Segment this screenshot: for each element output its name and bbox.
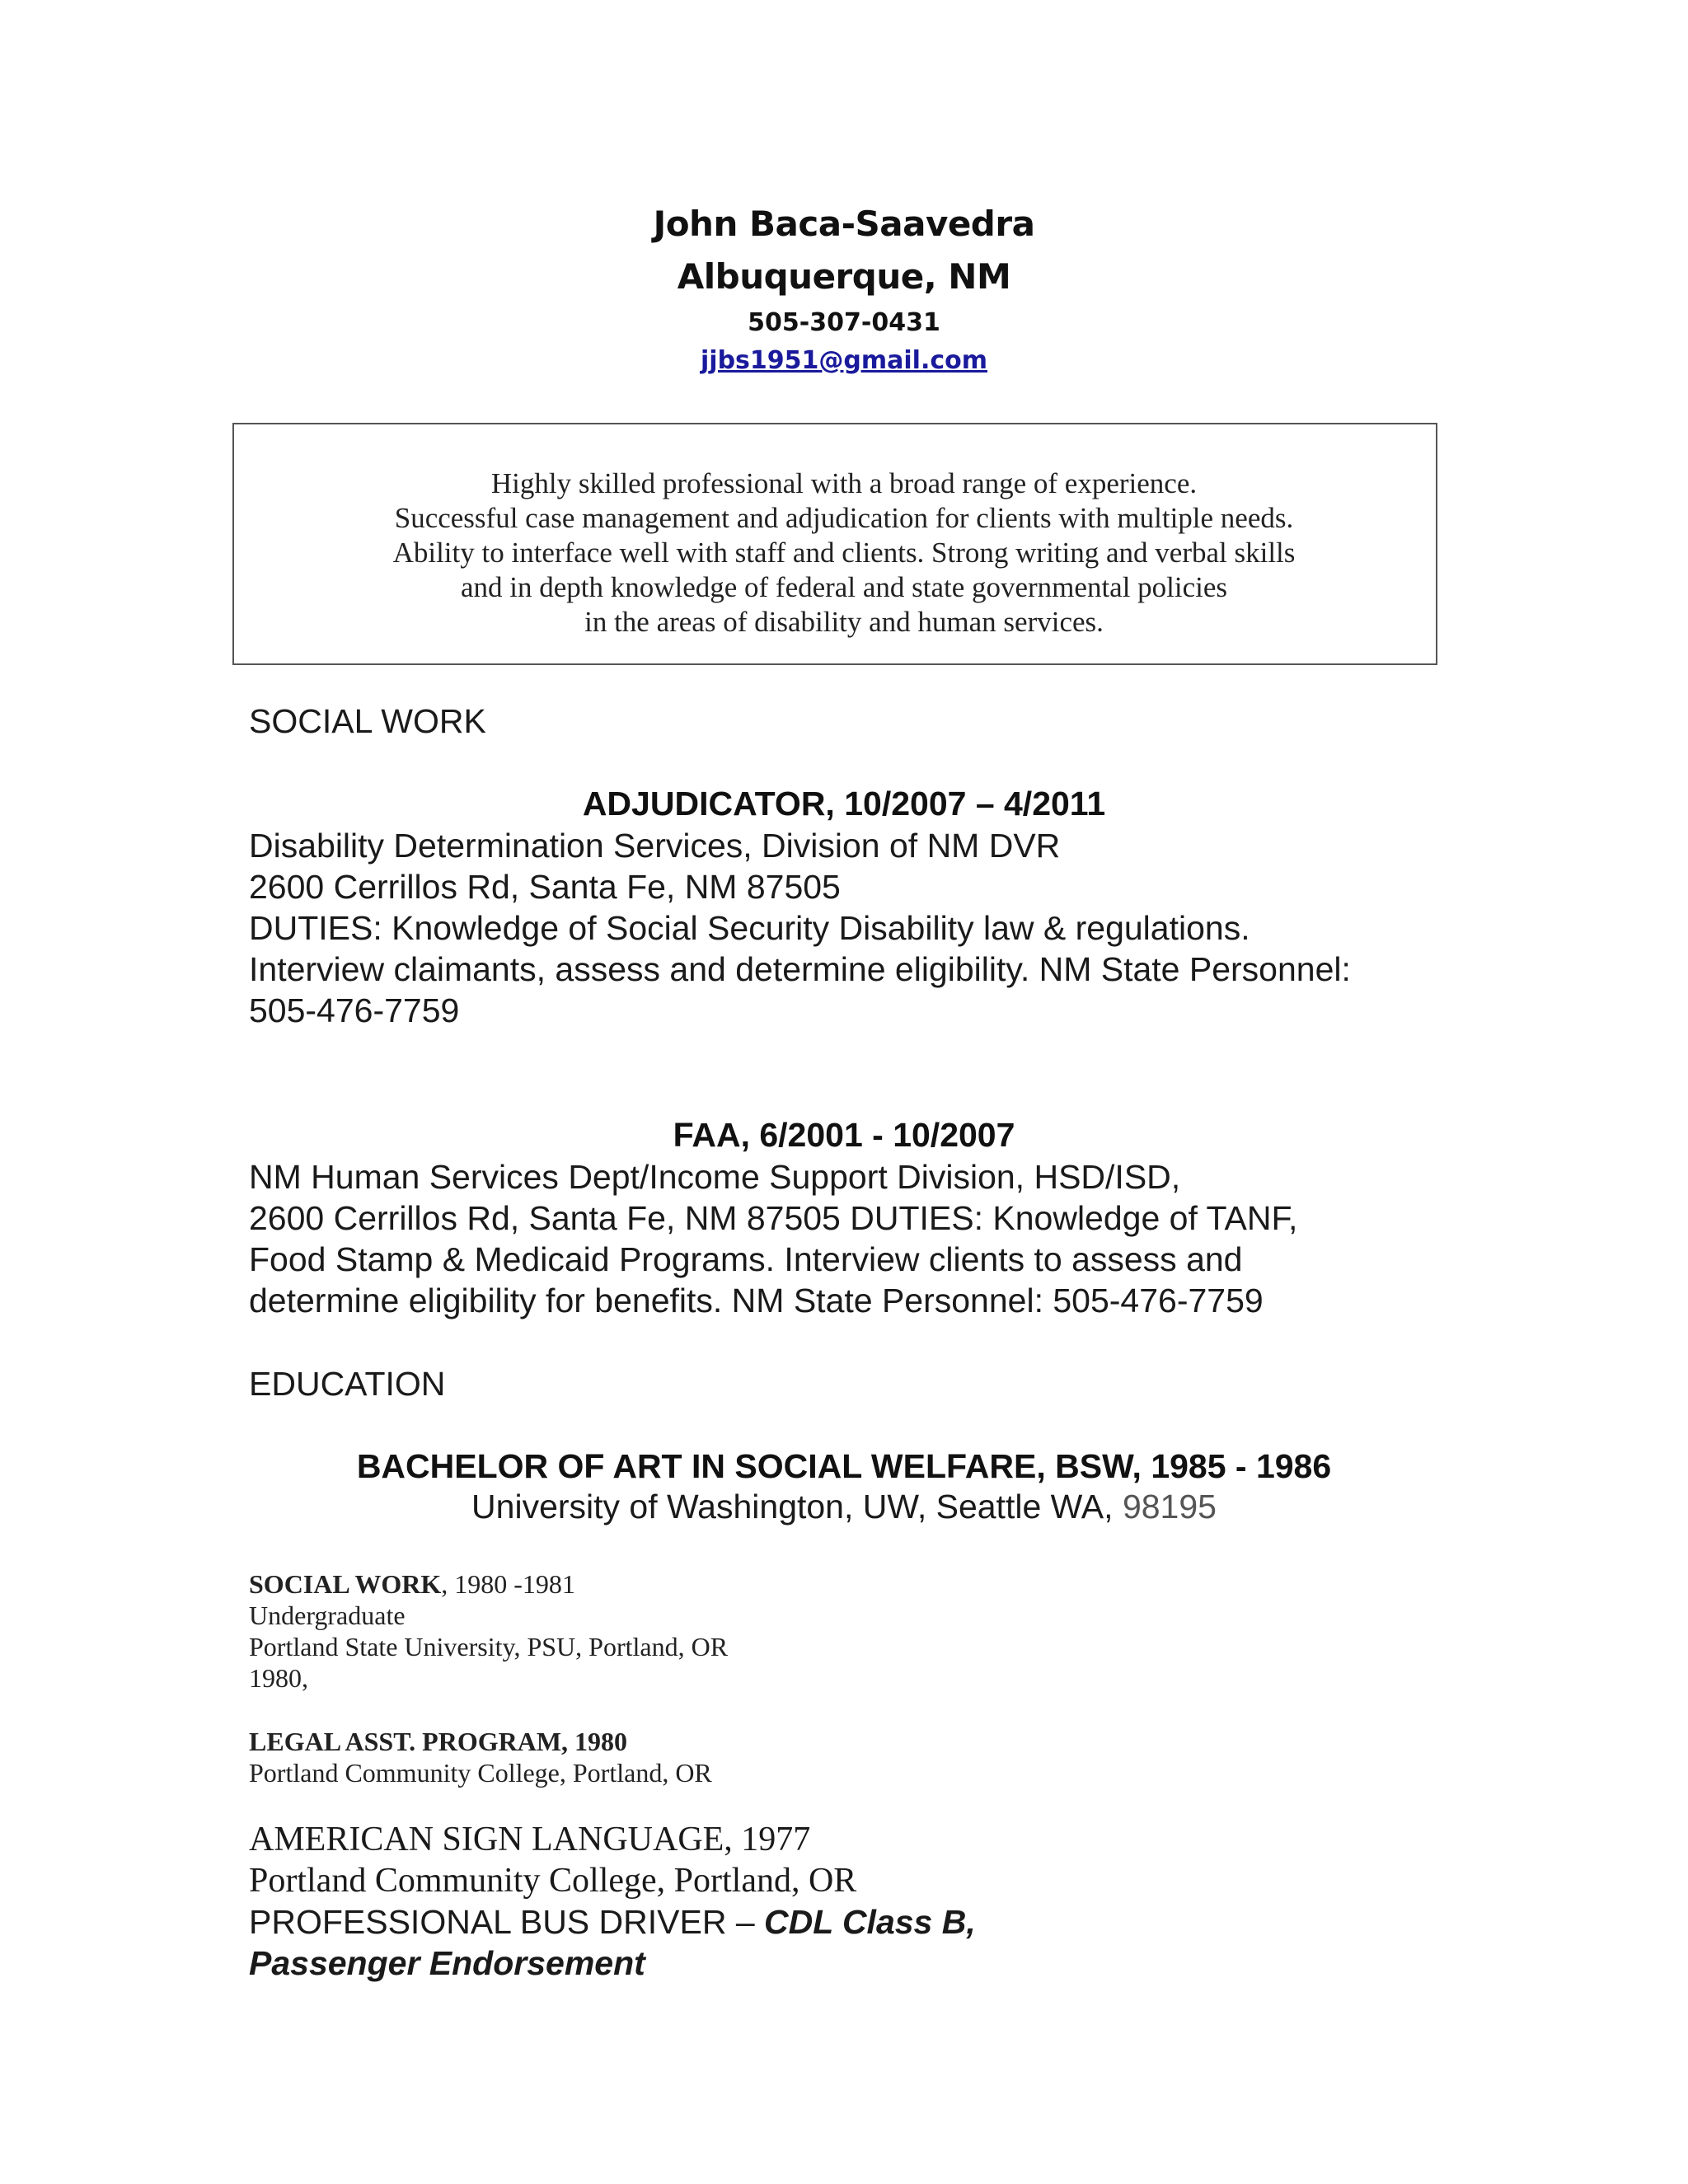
job-detail-line: Disability Determination Services, Division of NM DVR bbox=[249, 827, 1061, 865]
bus-driver-endorsement: Passenger Endorsement bbox=[249, 1944, 645, 1982]
edu-detail-line: 1980, bbox=[249, 1663, 308, 1693]
bus-driver-line bbox=[249, 1901, 976, 1943]
candidate-name: John Baca-Saavedra bbox=[653, 204, 1035, 244]
section-heading-social-work: SOCIAL WORK bbox=[249, 702, 486, 740]
summary-line: Highly skilled professional with a broad range of experience. bbox=[490, 467, 1198, 499]
degree-title: BACHELOR OF ART IN SOCIAL WELFARE, BSW, 1985 - 1986 bbox=[356, 1447, 1332, 1485]
edu-asl-line: Portland Community College, Portland, OR bbox=[249, 1862, 857, 1900]
job-detail-line: 505-476-7759 bbox=[249, 991, 460, 1029]
email-link[interactable]: jjbs1951@gmail.com bbox=[701, 346, 987, 375]
edu-detail-line: Portland State University, PSU, Portland, OR bbox=[249, 1632, 729, 1661]
email-row bbox=[0, 346, 1688, 375]
summary-line: Ability to interface well with staff and clients. Strong writing and verbal skills bbox=[392, 537, 1296, 569]
edu-social-work-title-dates: , 1980 -1981 bbox=[441, 1569, 575, 1599]
edu-social-work-title-bold: SOCIAL WORK bbox=[249, 1569, 442, 1599]
edu-social-work-title bbox=[249, 1568, 575, 1600]
job-detail-line: Interview claimants, assess and determine eligibility. NM State Personnel: bbox=[249, 950, 1351, 988]
candidate-phone: 505-307-0431 bbox=[748, 308, 940, 337]
edu-detail-line: Undergraduate bbox=[249, 1601, 406, 1630]
job-detail-line: determine eligibility for benefits. NM State Personnel: 505-476-7759 bbox=[249, 1282, 1264, 1319]
section-heading-education: EDUCATION bbox=[249, 1365, 446, 1403]
candidate-location: Albuquerque, NM bbox=[677, 256, 1011, 297]
bus-driver-cdl: CDL Class B, bbox=[764, 1903, 976, 1941]
degree-school-name: University of Washington, UW, Seattle WA, bbox=[471, 1488, 1123, 1526]
summary-line: Successful case management and adjudication for clients with multiple needs. bbox=[394, 502, 1294, 534]
job-detail-line: NM Human Services Dept/Income Support Division, HSD/ISD, bbox=[249, 1158, 1181, 1196]
edu-legal-title: LEGAL ASST. PROGRAM, 1980 bbox=[249, 1727, 628, 1756]
job-detail-line: DUTIES: Knowledge of Social Security Disability law & regulations. bbox=[249, 909, 1250, 947]
job-detail-line: 2600 Cerrillos Rd, Santa Fe, NM 87505 DUTIES: Knowledge of TANF, bbox=[249, 1199, 1298, 1237]
summary-line: and in depth knowledge of federal and state governmental policies bbox=[460, 571, 1228, 603]
job-title-faa: FAA, 6/2001 - 10/2007 bbox=[673, 1116, 1015, 1154]
degree-school bbox=[0, 1486, 1688, 1527]
job-detail-line: 2600 Cerrillos Rd, Santa Fe, NM 87505 bbox=[249, 868, 841, 906]
degree-school-zip: 98195 bbox=[1122, 1488, 1217, 1526]
job-detail-line: Food Stamp & Medicaid Programs. Interview clients to assess and bbox=[249, 1240, 1243, 1278]
edu-asl-title: AMERICAN SIGN LANGUAGE, 1977 bbox=[249, 1821, 811, 1858]
edu-legal-line: Portland Community College, Portland, OR bbox=[249, 1758, 712, 1788]
bus-driver-prefix: PROFESSIONAL BUS DRIVER – bbox=[249, 1903, 765, 1941]
summary-line: in the areas of disability and human services. bbox=[584, 606, 1104, 638]
job-title-adjudicator: ADJUDICATOR, 10/2007 – 4/2011 bbox=[582, 785, 1106, 823]
